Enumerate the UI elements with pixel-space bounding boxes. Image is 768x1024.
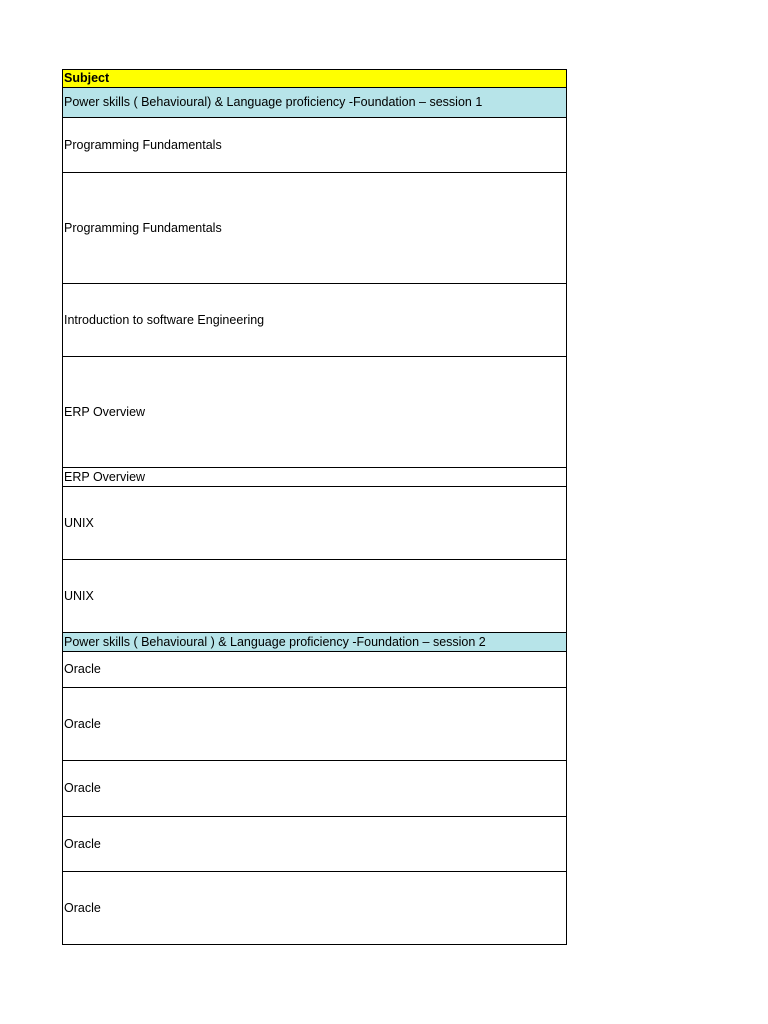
table-cell: Programming Fundamentals <box>63 173 567 284</box>
table-cell: ERP Overview <box>63 357 567 468</box>
table-cell: Power skills ( Behavioural) & Language proficiency -Foundation – session 1 <box>63 88 567 118</box>
table-row <box>63 118 567 173</box>
subject-table <box>62 69 567 945</box>
table-row <box>63 761 567 817</box>
section-row-session-1 <box>63 88 567 118</box>
table-cell: Introduction to software Engineering <box>63 284 567 357</box>
table-cell: ERP Overview <box>63 468 567 487</box>
table-cell: Oracle <box>63 652 567 688</box>
section-row-session-2 <box>63 633 567 652</box>
table-cell: Oracle <box>63 872 567 945</box>
table-row <box>63 173 567 284</box>
table-row <box>63 652 567 688</box>
table-row <box>63 560 567 633</box>
table-row <box>63 688 567 761</box>
table-cell: Oracle <box>63 761 567 817</box>
table-header-row <box>63 70 567 88</box>
table-cell: Power skills ( Behavioural ) & Language proficiency -Foundation – session 2 <box>63 633 567 652</box>
table-row <box>63 284 567 357</box>
table-cell: Programming Fundamentals <box>63 118 567 173</box>
table-row <box>63 468 567 487</box>
table-cell: UNIX <box>63 560 567 633</box>
table-cell: UNIX <box>63 487 567 560</box>
subject-header: Subject <box>63 70 567 88</box>
table-cell: Oracle <box>63 688 567 761</box>
table-row <box>63 817 567 872</box>
table-cell: Oracle <box>63 817 567 872</box>
table-row <box>63 357 567 468</box>
table-row <box>63 487 567 560</box>
table-row <box>63 872 567 945</box>
